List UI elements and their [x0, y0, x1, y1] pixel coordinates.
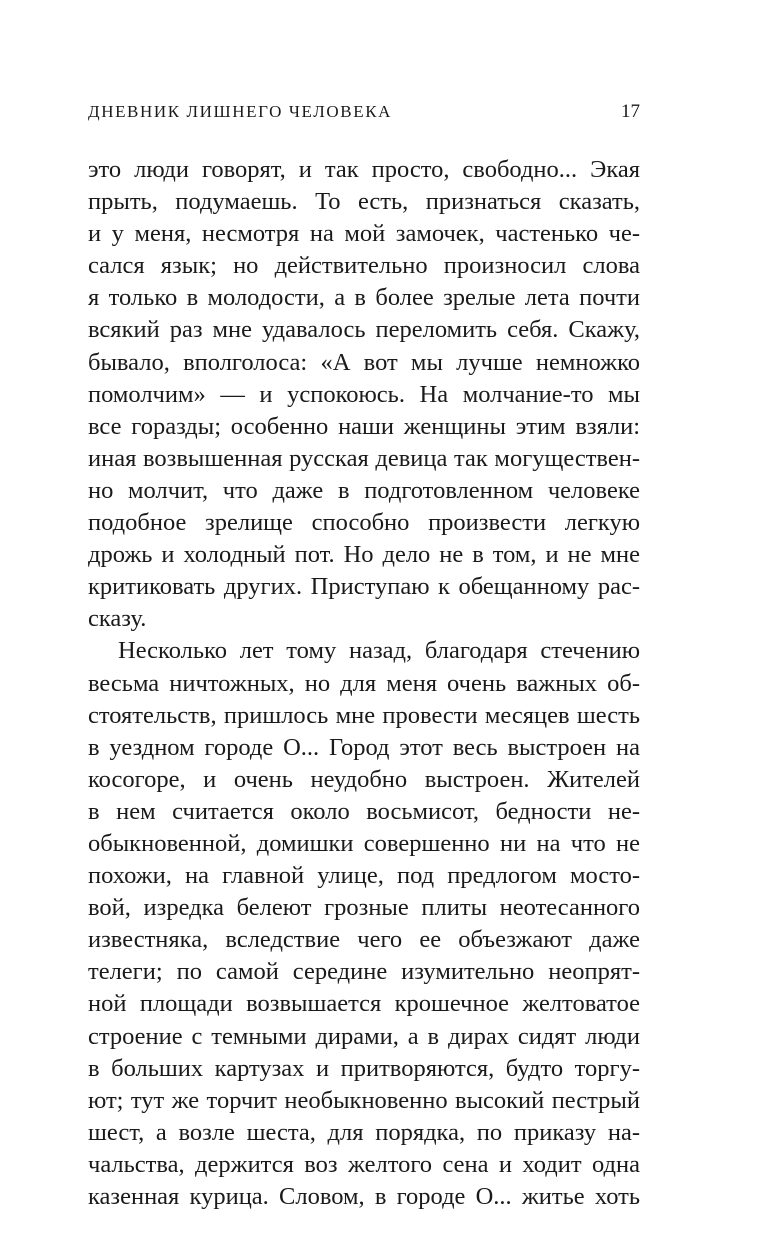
text-line: казенная курица. Словом, в городе О... житье хоть [88, 1183, 640, 1210]
text-line: всякий раз мне удавалось переломить себя. Скажу, [88, 316, 640, 344]
text-line: помолчим» — и успокоюсь. На молчание-то мы [88, 380, 640, 408]
text-line: иная возвышенная русская девица так могуществен- [88, 444, 640, 472]
text-line: шест, а возле шеста, для порядка, по приказу на- [88, 1118, 640, 1146]
text-line: и у меня, несмотря на мой замочек, частенько че- [88, 220, 640, 248]
text-line: в нем считается около восьмисот, бедности не- [88, 797, 640, 825]
text-line: ют; тут же торчит необыкновенно высокий пестрый [88, 1086, 640, 1114]
text-line: вой, изредка белеют грозные плиты неотесанного [88, 894, 640, 922]
text-line: сался язык; но действительно произносил слова [88, 252, 640, 280]
text-line: критиковать других. Приступаю к обещанному рас- [88, 573, 640, 601]
page-number: 17 [621, 101, 640, 122]
text-line: обыкновенной, домишки совершенно ни на что не [88, 829, 640, 857]
text-line: подобное зрелище способно произвести легкую [88, 509, 640, 537]
text-line: в больших картузах и притворяются, будто торгу- [88, 1054, 640, 1082]
paragraph-first-line: Несколько лет тому назад, благодаря стечению [118, 637, 640, 665]
text-line: прыть, подумаешь. То есть, признаться сказать, [88, 188, 640, 216]
paragraph-end-line: сказу. [88, 605, 147, 633]
body-text [88, 154, 640, 1213]
text-line: строение с темными дирами, а в дирах сидят люди [88, 1022, 640, 1050]
text-line: чальства, держится воз желтого сена и ходит одна [88, 1150, 640, 1178]
text-line: стоятельств, пришлось мне провести месяцев шесть [88, 701, 640, 729]
text-line: ной площади возвышается крошечное желтоватое [88, 990, 640, 1018]
text-line: бывало, вполголоса: «А вот мы лучше немножко [88, 348, 640, 376]
text-line: я только в молодости, а в более зрелые лета почти [88, 284, 640, 312]
text-line: все горазды; особенно наши женщины этим взяли: [88, 412, 640, 440]
text-line: дрожь и холодный пот. Но дело не в том, и не мне [88, 541, 640, 569]
text-line: это люди говорят, и так просто, свободно... Экая [88, 156, 640, 183]
page-header [88, 102, 640, 132]
text-line: телеги; по самой середине изумительно неопрят- [88, 958, 640, 986]
running-title: ДНЕВНИК ЛИШНЕГО ЧЕЛОВЕКА [88, 102, 393, 121]
text-line: косогоре, и очень неудобно выстроен. Жителей [88, 765, 640, 793]
text-line: в уездном городе О... Город этот весь выстроен на [88, 733, 640, 761]
text-line: весьма ничтожных, но для меня очень важных об- [88, 669, 640, 697]
text-line: похожи, на главной улице, под предлогом мосто- [88, 862, 640, 890]
text-line: известняка, вследствие чего ее объезжают даже [88, 926, 640, 954]
text-line: но молчит, что даже в подготовленном человеке [88, 476, 640, 504]
